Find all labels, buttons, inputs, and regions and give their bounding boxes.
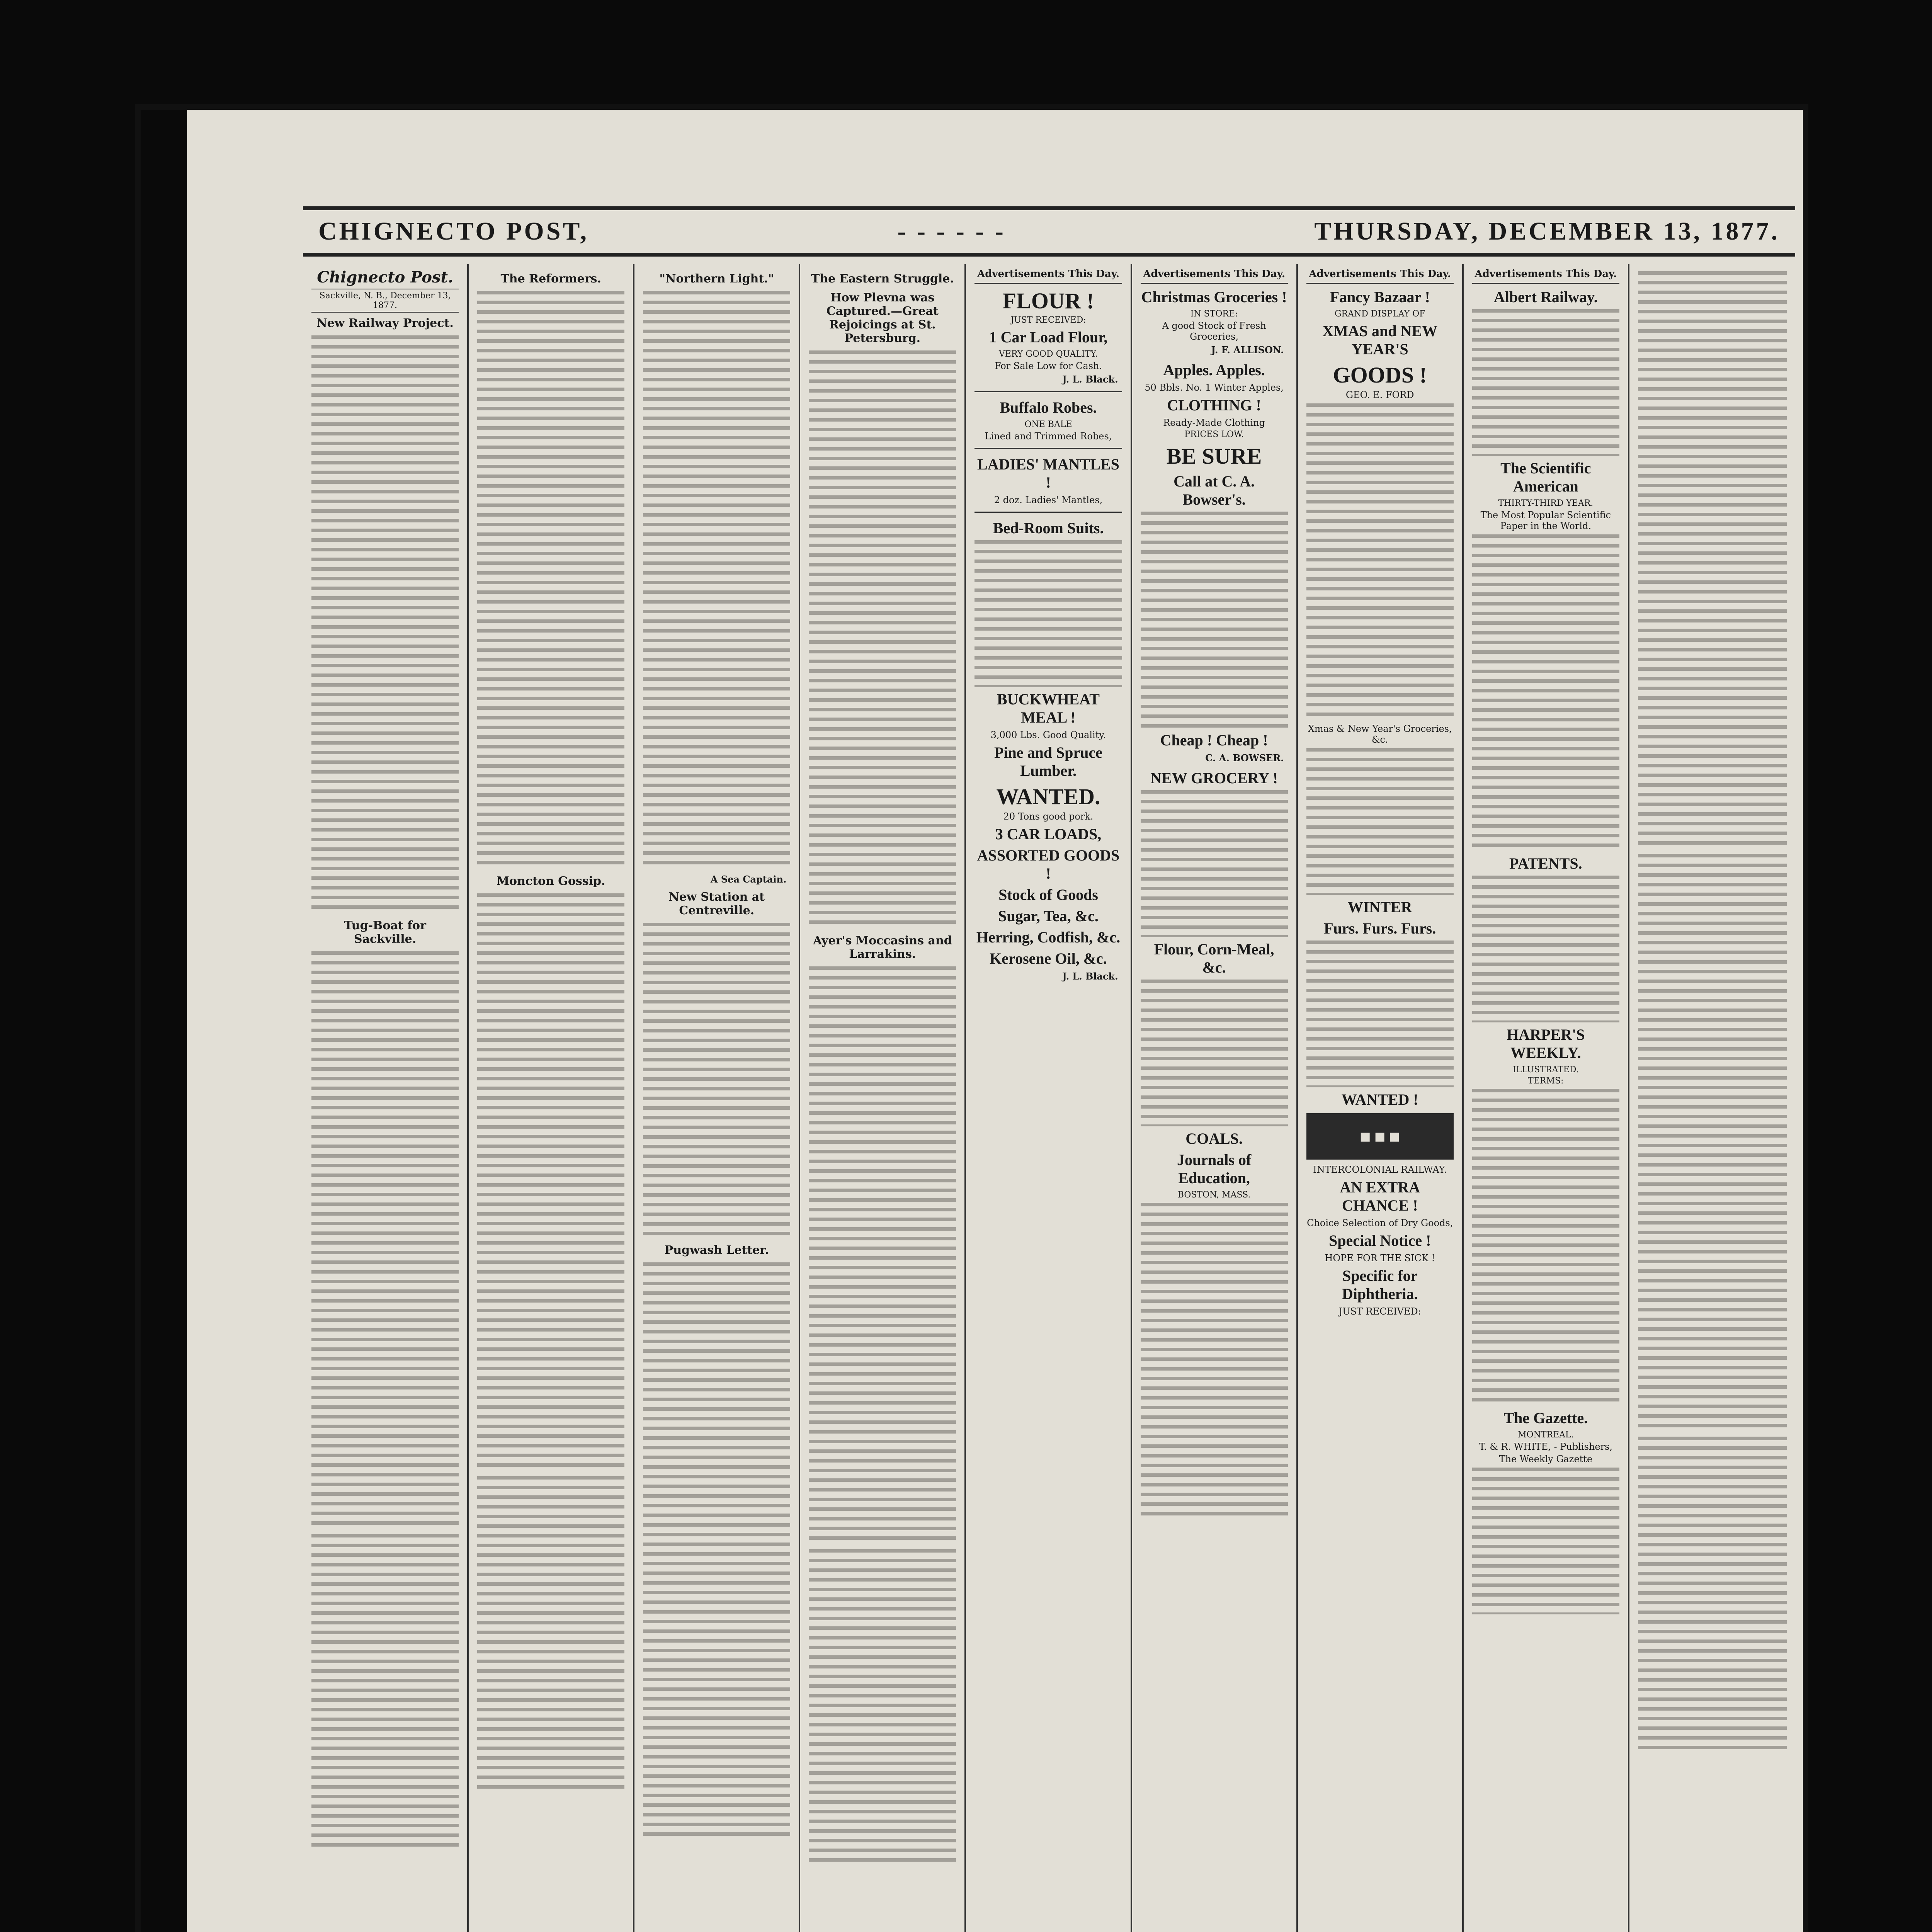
masthead-dashes: - - - - - - bbox=[897, 217, 1006, 245]
ad-harpers: HARPER'S WEEKLY. bbox=[1507, 1026, 1585, 1061]
ad-text: Lined and Trimmed Robes, bbox=[985, 431, 1112, 442]
article-body bbox=[643, 291, 790, 871]
ad-flour: FLOUR ! bbox=[1002, 288, 1094, 313]
ad-text: GEO. E. FORD bbox=[1345, 389, 1414, 400]
column-1 bbox=[303, 264, 469, 1932]
divider bbox=[975, 391, 1122, 392]
ad-body bbox=[1141, 790, 1288, 937]
ad-sugar: Sugar, Tea, &c. bbox=[998, 907, 1099, 925]
ad-text: ONE BALE bbox=[1024, 420, 1072, 429]
ad-signature: J. L. Black. bbox=[1062, 374, 1118, 385]
ad-bazaar: Fancy Bazaar ! bbox=[1330, 288, 1430, 306]
ad-body bbox=[1472, 534, 1619, 851]
ad-text: For Sale Low for Cash. bbox=[994, 361, 1102, 371]
article-body bbox=[311, 951, 459, 1531]
article-body bbox=[643, 923, 790, 1240]
ad-body bbox=[1472, 876, 1619, 1022]
ad-xmas: XMAS and NEW YEAR'S bbox=[1322, 322, 1438, 358]
headline-railway-project: New Railway Project. bbox=[316, 316, 454, 330]
ad-just-received: JUST RECEIVED: bbox=[1338, 1306, 1421, 1317]
newspaper-page bbox=[187, 110, 1803, 1932]
columns bbox=[303, 264, 1795, 1932]
ad-diphtheria: Specific for Diphtheria. bbox=[1342, 1267, 1418, 1303]
column-8-ads bbox=[1464, 264, 1629, 1932]
partial-text bbox=[1638, 854, 1787, 1434]
ad-text: MONTREAL. bbox=[1518, 1430, 1574, 1440]
article-body bbox=[809, 966, 956, 1546]
column-2 bbox=[469, 264, 634, 1932]
headline-tugboat: Tug-Boat for Sackville. bbox=[344, 919, 426, 946]
ad-special-notice: Special Notice ! bbox=[1329, 1232, 1431, 1249]
ad-body bbox=[1472, 1089, 1619, 1406]
column-6-ads bbox=[1132, 264, 1298, 1932]
ad-albert-railway: Albert Railway. bbox=[1493, 288, 1598, 306]
ad-bedroom: Bed-Room Suits. bbox=[993, 519, 1104, 537]
ad-body bbox=[1472, 1468, 1619, 1614]
ad-buffalo: Buffalo Robes. bbox=[1000, 399, 1097, 416]
ad-text: ILLUSTRATED. bbox=[1512, 1065, 1579, 1075]
ad-apples: Apples. Apples. bbox=[1163, 361, 1265, 379]
headline-centreville: New Station at Centreville. bbox=[668, 890, 765, 917]
ad-kerosene: Kerosene Oil, &c. bbox=[990, 950, 1107, 967]
headline-eastern-struggle: The Eastern Struggle. bbox=[811, 272, 954, 286]
ad-intercolonial: INTERCOLONIAL RAILWAY. bbox=[1313, 1164, 1447, 1175]
headline-northern-light: "Northern Light." bbox=[659, 272, 774, 286]
ad-furs: Furs. Furs. Furs. bbox=[1324, 920, 1436, 937]
ad-body bbox=[1141, 1203, 1288, 1520]
ad-gazette: The Gazette. bbox=[1503, 1409, 1588, 1427]
ad-text: GRAND DISPLAY OF bbox=[1334, 309, 1425, 319]
ad-herring: Herring, Codfish, &c. bbox=[976, 929, 1121, 946]
masthead-date: THURSDAY, DECEMBER 13, 1877. bbox=[1314, 217, 1780, 245]
ad-patents: PATENTS. bbox=[1509, 855, 1582, 872]
article-body bbox=[643, 1262, 790, 1842]
ad-body bbox=[975, 540, 1122, 687]
ad-assorted: ASSORTED GOODS ! bbox=[977, 847, 1120, 882]
headline-moccasins: Ayer's Moccasins and Larrakins. bbox=[813, 934, 952, 961]
ad-grocery: NEW GROCERY ! bbox=[1150, 769, 1278, 787]
ad-text: PRICES LOW. bbox=[1184, 430, 1244, 439]
ad-text: VERY GOOD QUALITY. bbox=[998, 349, 1098, 359]
ad-text: Ready-Made Clothing bbox=[1163, 417, 1265, 428]
train-engraving: ■ ■ ■ bbox=[1306, 1113, 1454, 1160]
ad-text: T. & R. WHITE, - Publishers, bbox=[1479, 1441, 1612, 1452]
ad-stock: Stock of Goods bbox=[998, 886, 1098, 903]
nameplate: Chignecto Post. bbox=[317, 268, 453, 286]
ad-christmas: Christmas Groceries ! bbox=[1141, 288, 1287, 306]
ad-text: 2 doz. Ladies' Mantles, bbox=[994, 495, 1103, 505]
ad-text: The Most Popular Scientific Paper in the World. bbox=[1480, 510, 1611, 531]
ad-be-sure: BE SURE bbox=[1166, 444, 1262, 469]
masthead bbox=[303, 206, 1795, 257]
headline-plevna: How Plevna was Captured.—Great Rejoicings at St. Petersburg. bbox=[826, 291, 939, 345]
article-body bbox=[477, 1476, 624, 1793]
ad-text: A good Stock of Fresh Groceries, bbox=[1162, 320, 1266, 342]
article-body bbox=[809, 350, 956, 930]
ad-winter: WINTER bbox=[1347, 898, 1412, 916]
ad-body bbox=[1306, 403, 1454, 720]
column-3 bbox=[634, 264, 800, 1932]
ad-lumber: Pine and Spruce Lumber. bbox=[994, 744, 1103, 779]
scan-border bbox=[141, 110, 187, 1932]
ad-buckwheat: BUCKWHEAT MEAL ! bbox=[997, 690, 1100, 726]
masthead-paper-name: CHIGNECTO POST, bbox=[318, 217, 589, 245]
ad-text: THIRTY-THIRD YEAR. bbox=[1498, 498, 1594, 508]
headline-pugwash: Pugwash Letter. bbox=[664, 1243, 769, 1257]
ad-text: BOSTON, MASS. bbox=[1177, 1190, 1251, 1200]
ad-body bbox=[1306, 940, 1454, 1087]
ad-mantles: LADIES' MANTLES ! bbox=[977, 456, 1119, 491]
ad-wanted: WANTED. bbox=[996, 784, 1100, 809]
ad-flour-corn: Flour, Corn-Meal, &c. bbox=[1154, 940, 1274, 976]
ad-text: 20 Tons good pork. bbox=[1003, 811, 1094, 822]
ad-scientific-american: The Scientific American bbox=[1500, 459, 1591, 495]
ad-extra-chance: AN EXTRA CHANCE ! bbox=[1340, 1179, 1420, 1214]
dateline: Sackville, N. B., December 13, 1877. bbox=[311, 289, 459, 313]
article-body bbox=[477, 893, 624, 1473]
ad-text: TERMS: bbox=[1528, 1076, 1564, 1086]
ad-text: 1 Car Load Flour, bbox=[989, 328, 1108, 346]
page-frame bbox=[135, 104, 1808, 1932]
ad-xmas-groceries: Xmas & New Year's Groceries, &c. bbox=[1308, 723, 1452, 745]
ad-hope: HOPE FOR THE SICK ! bbox=[1325, 1253, 1435, 1264]
ad-text: 3,000 Lbs. Good Quality. bbox=[990, 730, 1106, 740]
ad-text: Choice Selection of Dry Goods, bbox=[1307, 1218, 1453, 1228]
ad-signature: C. A. BOWSER. bbox=[1205, 752, 1284, 764]
signature: A Sea Captain. bbox=[710, 874, 787, 885]
divider bbox=[975, 512, 1122, 513]
ad-text: 50 Bbls. No. 1 Winter Apples, bbox=[1145, 382, 1284, 393]
headline-moncton-gossip: Moncton Gossip. bbox=[496, 874, 605, 888]
column-7-ads bbox=[1298, 264, 1464, 1932]
column-9-partial bbox=[1629, 264, 1795, 1932]
divider bbox=[975, 448, 1122, 449]
ad-text: IN STORE: bbox=[1190, 309, 1238, 319]
ad-signature: J. F. ALLISON. bbox=[1211, 344, 1284, 355]
ads-header: Advertisements This Day. bbox=[1306, 268, 1454, 284]
ad-wanted: WANTED ! bbox=[1341, 1091, 1418, 1108]
column-5-ads bbox=[966, 264, 1132, 1932]
article-body bbox=[809, 1549, 956, 1866]
ad-coals: COALS. bbox=[1185, 1130, 1243, 1147]
headline-reformers: The Reformers. bbox=[500, 272, 601, 286]
ad-goods: GOODS ! bbox=[1333, 362, 1427, 388]
partial-text bbox=[1638, 1437, 1787, 1753]
ad-body bbox=[1141, 980, 1288, 1126]
ads-header: Advertisements This Day. bbox=[1141, 268, 1288, 284]
article-body bbox=[311, 1534, 459, 1851]
column-4 bbox=[800, 264, 966, 1932]
article-body bbox=[311, 335, 459, 915]
ad-signature: J. L. Black. bbox=[1062, 971, 1118, 982]
ad-weekly-gazette: The Weekly Gazette bbox=[1499, 1454, 1593, 1464]
ad-bowser: Call at C. A. Bowser's. bbox=[1173, 473, 1255, 508]
ads-header: Advertisements This Day. bbox=[975, 268, 1122, 284]
partial-text bbox=[1638, 271, 1787, 851]
ad-text: JUST RECEIVED: bbox=[1010, 315, 1086, 325]
article-body bbox=[477, 291, 624, 871]
ad-car-loads: 3 CAR LOADS, bbox=[995, 825, 1102, 843]
ad-body bbox=[1306, 748, 1454, 895]
ad-body bbox=[1141, 512, 1288, 728]
ad-journals: Journals of Education, bbox=[1177, 1151, 1252, 1187]
ads-header: Advertisements This Day. bbox=[1472, 268, 1619, 284]
ad-clothing: CLOTHING ! bbox=[1167, 396, 1261, 414]
ad-cheap: Cheap ! Cheap ! bbox=[1160, 731, 1268, 749]
ad-body bbox=[1472, 309, 1619, 456]
